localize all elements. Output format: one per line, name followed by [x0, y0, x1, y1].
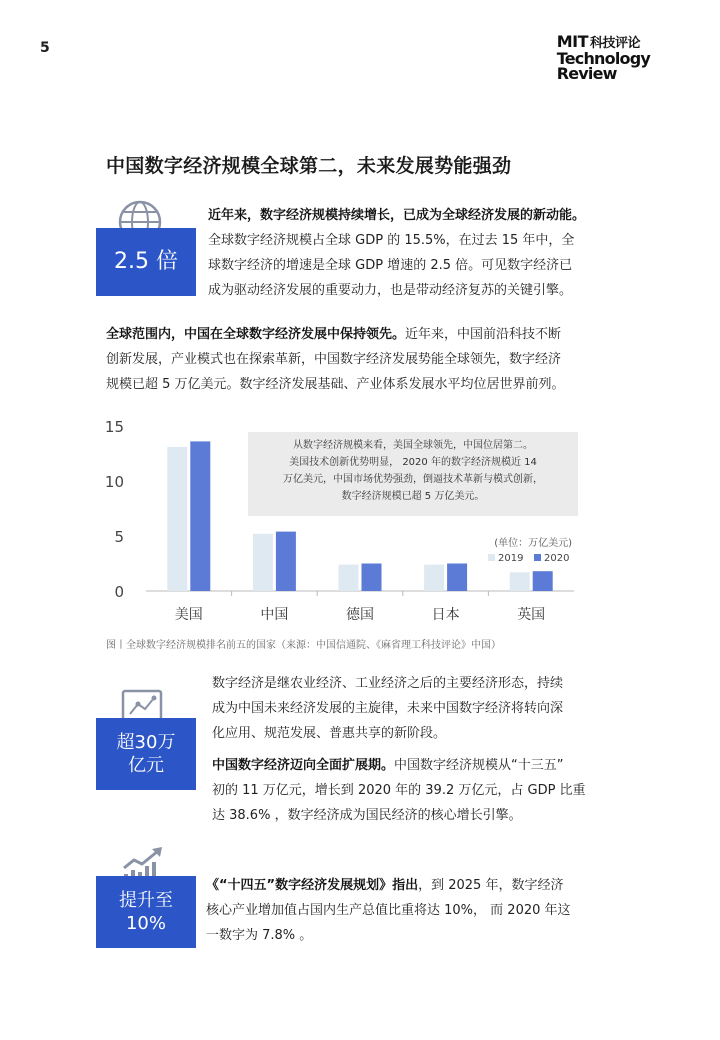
- badge-line-2: 亿元: [128, 755, 164, 776]
- section1-line-1: 全球数字经济规模占全球 GDP 的 15.5%，在过去 15 年中，全: [208, 233, 575, 248]
- section2-line-1: 创新发展，产业模式也在探索革新，中国数字经济发展势能全球领先，数字经济: [106, 352, 562, 367]
- section3-line-2: 成为中国未来经济发展的主旋律，未来中国数字经济将转向深: [212, 701, 564, 716]
- badge-2-5x: [96, 200, 196, 296]
- section4-line-2: 一数字为 7.8% 。: [206, 928, 313, 943]
- section1-lead: 近年来，数字经济规模持续增长，已成为全球经济发展的新动能。: [208, 208, 586, 223]
- badge-line-2: 10%: [125, 913, 166, 934]
- legend-label-2019: 2019: [498, 553, 524, 564]
- badge-line-1: 提升至: [119, 890, 173, 911]
- legend-swatch-2019: [488, 554, 495, 561]
- section1-text: [208, 203, 638, 303]
- logo-cn: 科技评论: [590, 36, 641, 51]
- bar-2020: [447, 564, 467, 592]
- badge-10-percent: [96, 846, 196, 948]
- section-heading: 中国数字经济规模全球第二，未来发展势能强劲: [106, 155, 512, 177]
- logo-review: Review: [556, 64, 617, 83]
- bar-2020: [362, 564, 382, 592]
- section4-line-1: 核心产业增加值占国内生产总值比重将达 10%， 而 2020 年这: [206, 903, 571, 918]
- section2-line-2: 规模已超 5 万亿美元。数字经济发展基础、产业体系发展水平均位居世界前列。: [106, 377, 565, 392]
- chart-caption: 图丨全球数字经济规模排名前五的国家（来源：中国信通院、《麻省理工科技评论》中国）: [106, 640, 501, 651]
- x-tick-label: 德国: [346, 607, 374, 623]
- section2-lead: 全球范围内，中国在全球数字经济发展中保持领先。: [106, 327, 406, 342]
- logo-mit: MIT: [556, 32, 589, 51]
- callout-line-2: 美国技术创新优势明显， 2020 年的数字经济规模近 14: [289, 457, 537, 468]
- badge-line-1: 超30万: [116, 732, 176, 753]
- callout-line-4: 数字经济规模已超 5 万亿美元。: [341, 491, 485, 502]
- mit-technology-review-logo: [557, 34, 650, 81]
- section3-lead: 中国数字经济迈向全面扩展期。: [212, 758, 395, 773]
- section3-line-4: 初的 11 万亿元，增长到 2020 年的 39.2 万亿元，占 GDP 比重: [212, 783, 586, 798]
- y-tick-label: 5: [114, 528, 124, 546]
- bar-2019: [510, 572, 530, 591]
- logo-technology: Technology: [556, 49, 650, 68]
- badge-value: 2.5 倍: [96, 228, 196, 296]
- x-tick-label: 英国: [517, 607, 546, 623]
- chart-callout: [248, 432, 578, 516]
- x-tick-label: 美国: [174, 607, 203, 623]
- bar-2020: [533, 571, 553, 591]
- section4-lead-rest: ，到 2025 年，数字经济: [418, 878, 564, 893]
- section3-text: [212, 671, 642, 828]
- section4-lead: 《“十四五”数字经济发展规划》指出: [206, 878, 419, 893]
- badge-value: [96, 718, 196, 790]
- badge-value: [96, 876, 196, 948]
- callout-line-3: 万亿美元，中国市场优势强劲，倒逼技术革新与模式创新，: [283, 474, 543, 485]
- section3-line-5: 达 38.6% ，数字经济成为国民经济的核心增长引擎。: [212, 808, 522, 823]
- legend-swatch-2020: [534, 554, 541, 561]
- legend-label-2020: 2020: [544, 553, 570, 564]
- callout-line-1: 从数字经济规模来看，美国全球领先，中国位居第二。: [293, 440, 533, 451]
- bar-2019: [424, 565, 444, 591]
- section1-line-2: 球数字经济的增速是全球 GDP 增速的 2.5 倍。可见数字经济已: [208, 258, 573, 273]
- badge-30-trillion: [96, 688, 196, 790]
- section3-line-1: 数字经济是继农业经济、工业经济之后的主要经济形态，持续: [212, 676, 564, 691]
- section1-line-3: 成为驱动经济发展的重要动力，也是带动经济复苏的关键引擎。: [208, 283, 573, 298]
- y-tick-label: 10: [104, 473, 124, 491]
- y-tick-label: 0: [114, 583, 124, 601]
- x-tick-label: 中国: [260, 607, 289, 623]
- section3-lead-rest: 中国数字经济规模从“十三五”: [394, 758, 564, 773]
- page-number: 5: [40, 40, 50, 56]
- section3-line-3: 化应用、规范发展、普惠共享的新阶段。: [212, 726, 447, 741]
- section2-lead-rest: 近年来，中国前沿科技不断: [405, 327, 562, 342]
- bar-2019: [167, 447, 187, 591]
- bar-2020: [276, 532, 296, 591]
- section4-text: [206, 873, 636, 948]
- bar-2019: [253, 534, 273, 591]
- section2-text: [106, 322, 646, 397]
- unit-label: (单位：万亿美元): [494, 538, 572, 549]
- x-tick-label: 日本: [431, 607, 460, 623]
- y-tick-label: 15: [104, 418, 124, 436]
- bar-2020: [190, 441, 210, 591]
- bar-2019: [339, 565, 359, 591]
